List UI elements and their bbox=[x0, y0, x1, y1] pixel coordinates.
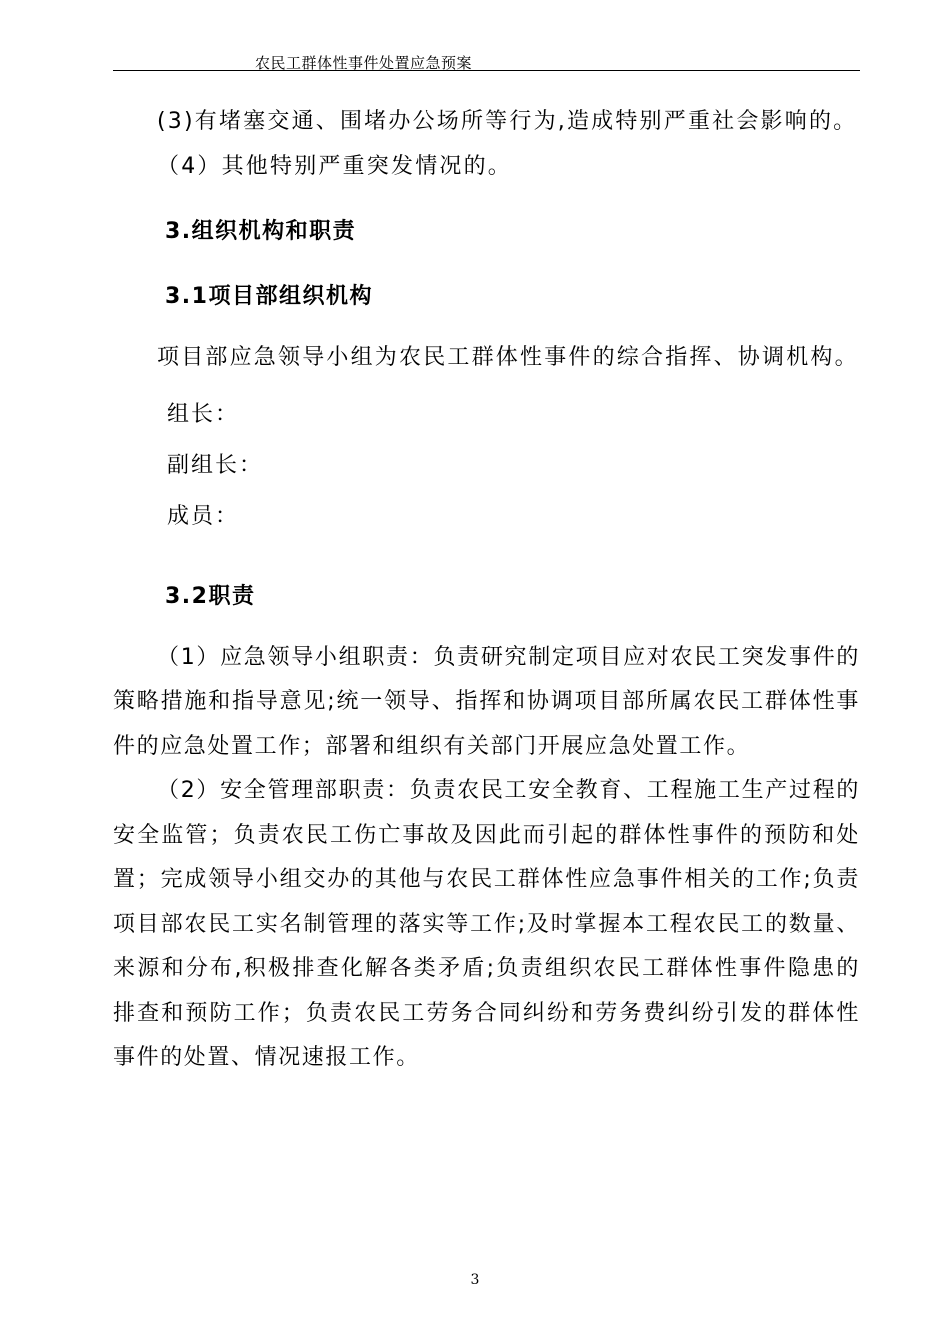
document-body bbox=[113, 100, 860, 1081]
paragraph-section-3-1: 项目部应急领导小组为农民工群体性事件的综合指挥、协调机构。 bbox=[157, 345, 859, 370]
paragraph-item-3: (3)有堵塞交通、围堵办公场所等行为,造成特别严重社会影响的。 bbox=[157, 109, 858, 134]
members-line: 成员： bbox=[167, 503, 240, 529]
paragraph-item-4: （4）其他特别严重突发情况的。 bbox=[157, 153, 512, 179]
section-3-2-heading: 3.2职责 bbox=[165, 583, 256, 609]
section-3-heading: 3.组织机构和职责 bbox=[165, 219, 357, 244]
deputy-leader-line: 副组长： bbox=[167, 452, 264, 478]
page-number: 3 bbox=[470, 1272, 480, 1288]
paragraph-duty-1: （1）应急领导小组职责：负责研究制定项目应对农民工突发事件的策略措施和指导意见;统一领导、指挥和协调项目部所属农民工群体性事件的应急处置工作；部署和组织有关部门开展应急处置工作。 bbox=[113, 644, 860, 759]
running-header-title: 农民工群体性事件处置应急预案 bbox=[255, 54, 473, 72]
header-divider bbox=[113, 70, 860, 71]
section-3-1-heading: 3.1项目部组织机构 bbox=[165, 284, 373, 309]
leader-line: 组长： bbox=[167, 401, 240, 427]
paragraph-duty-2: （2）安全管理部职责：负责农民工安全教育、工程施工生产过程的安全监管；负责农民工伤亡事故及因此而引起的群体性事件的预防和处置；完成领导小组交办的其他与农民工群体性应急事件相关的工作;负责项目部农民工实名制管理的落实等工作;及时掌握本工程农民工的数量、来源和分布,积极排查化解各类矛盾;负责组织农民工群体性事件隐患的排查和预防工作；负责农民工劳务合同纠纷和劳务费纠纷引发的群体性事件的处置、情况速报工作。 bbox=[113, 778, 860, 1070]
